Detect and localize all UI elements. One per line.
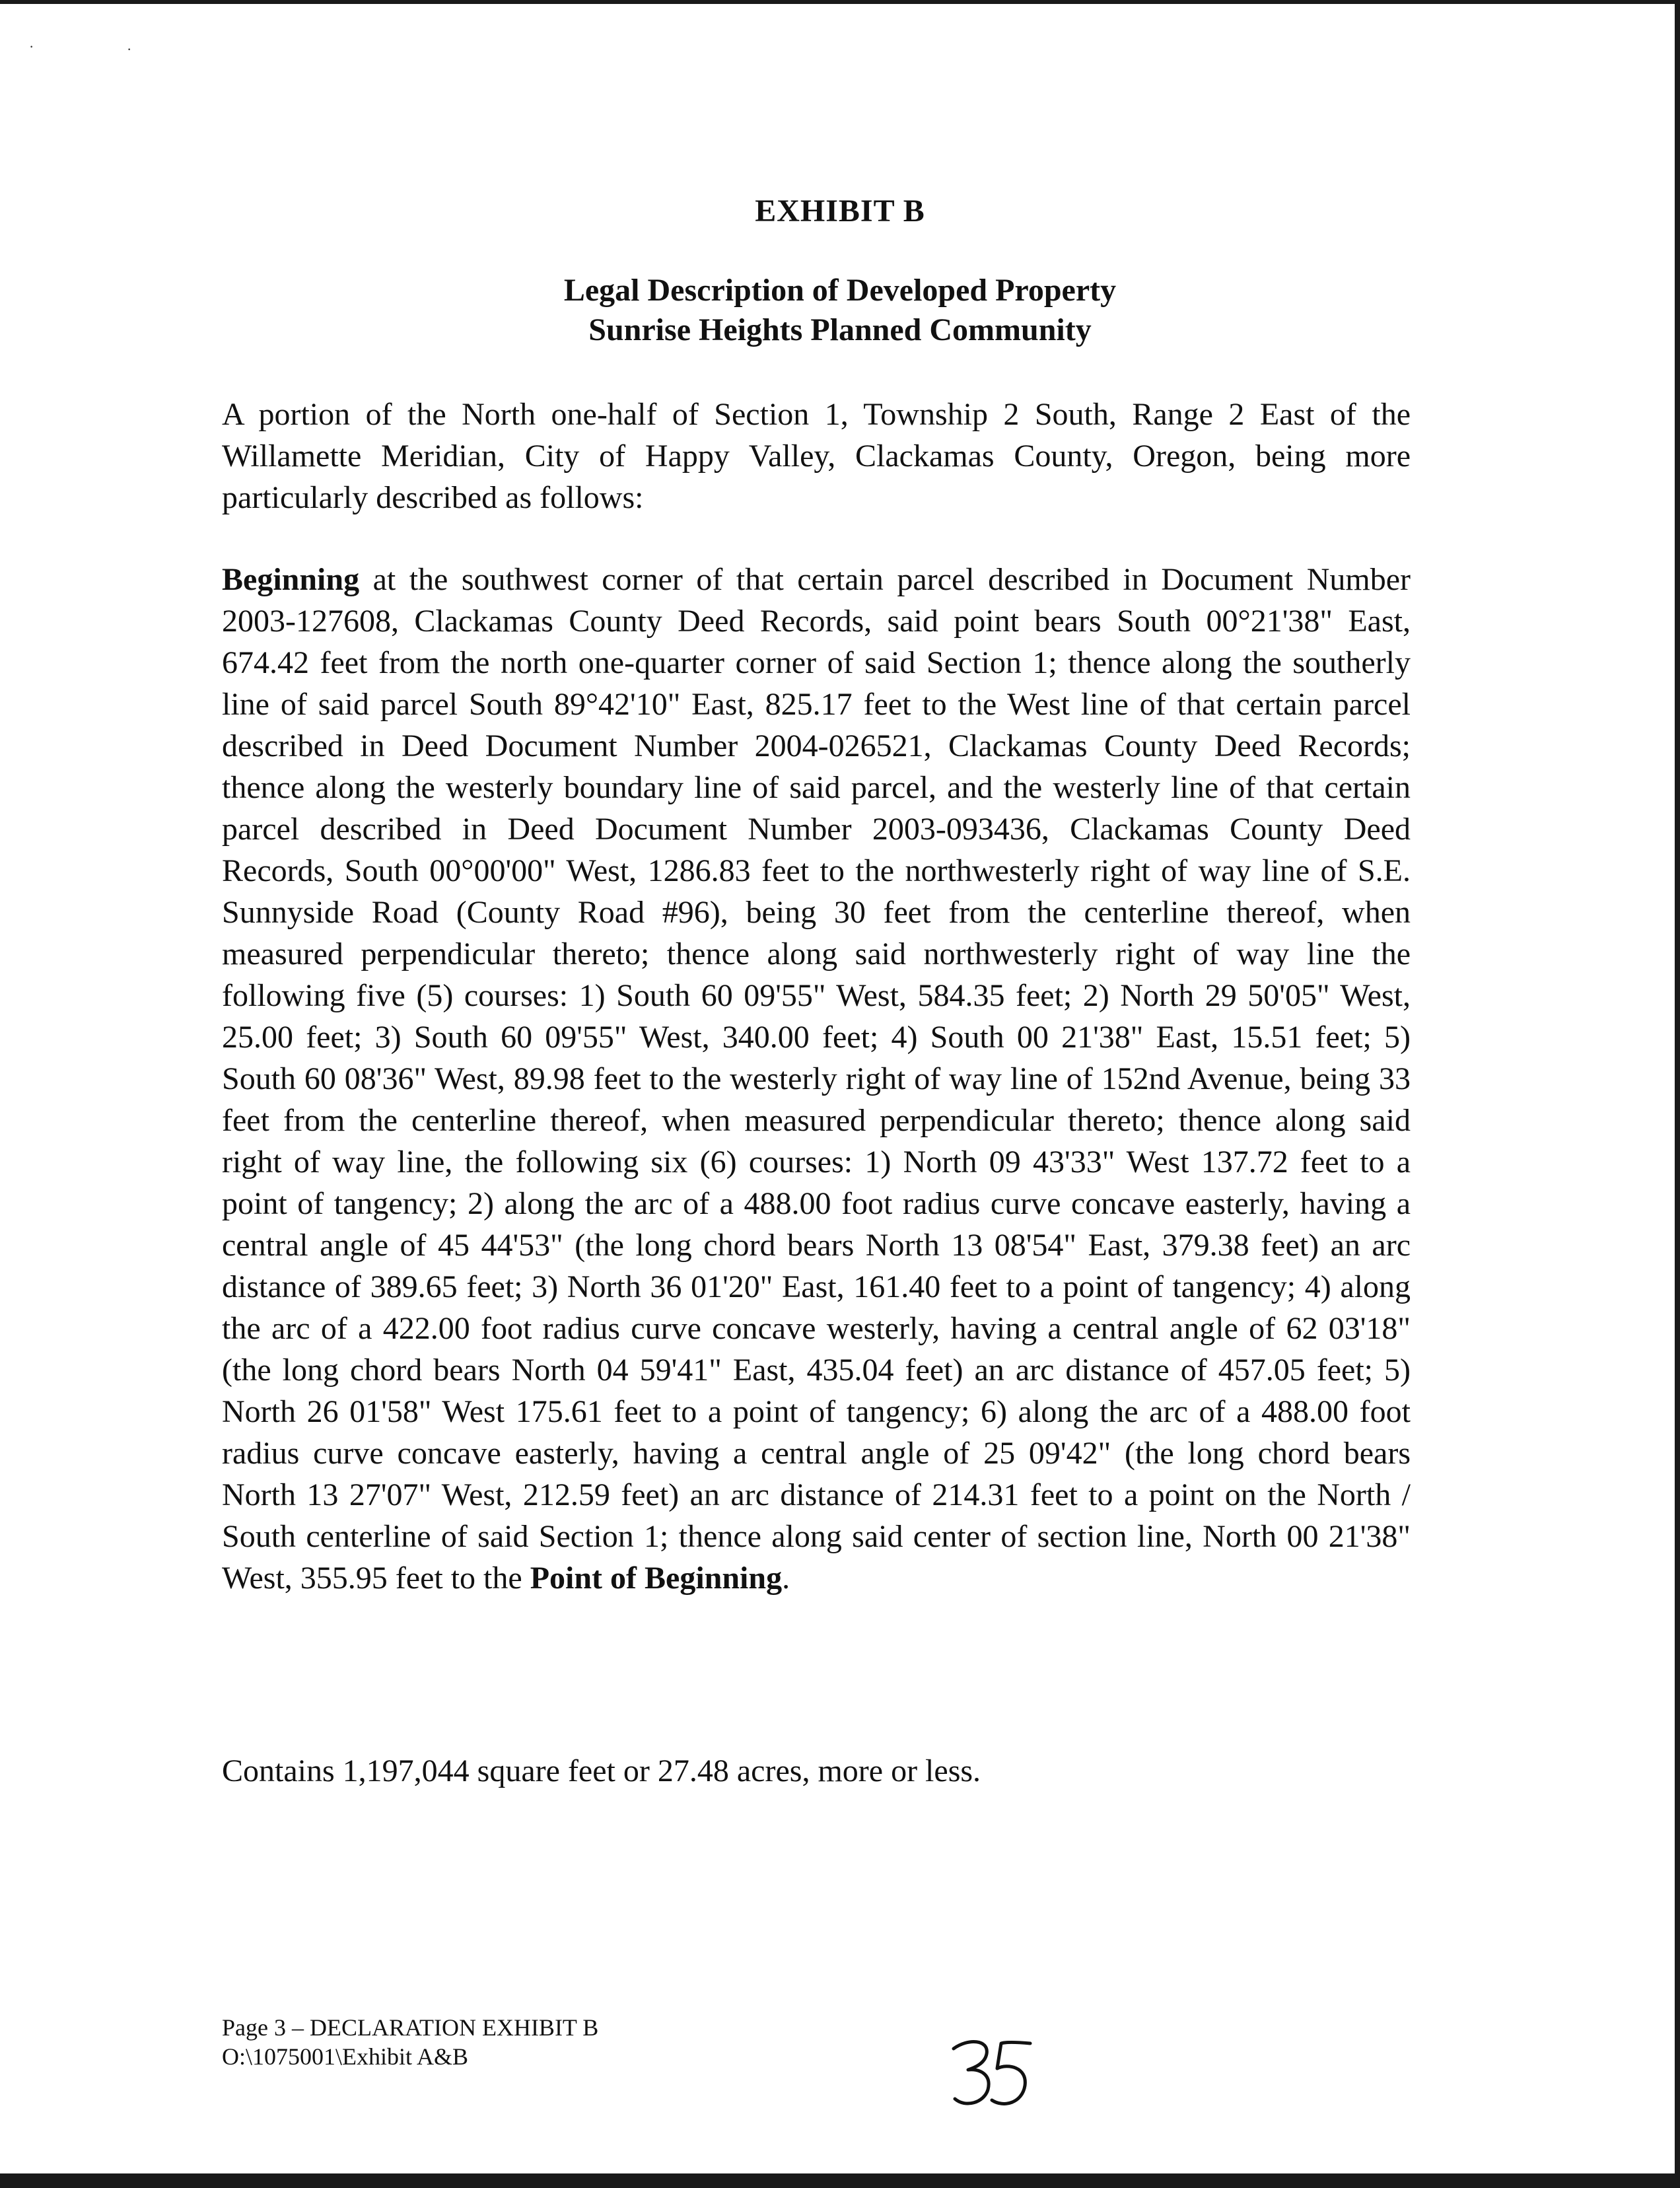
subtitle-legal-description: Legal Description of Developed Property (563, 273, 1117, 308)
subtitle-community-name: Sunrise Heights Planned Community (588, 312, 1092, 347)
beginning-bold-label: Beginning (222, 562, 360, 597)
area-statement: Contains 1,197,044 square feet or 27.48 acres, more or less. (222, 1753, 981, 1788)
scan-border-bottom (0, 2173, 1680, 2188)
footer-file-path: O:\1075001\Exhibit A&B (222, 2043, 469, 2070)
point-of-beginning-bold-label: Point of Beginning (530, 1561, 783, 1596)
page-title: EXHIBIT B (755, 194, 925, 229)
footer-page-label: Page 3 – DECLARATION EXHIBIT B (222, 2014, 599, 2041)
scan-border-top (0, 0, 1680, 4)
legal-description-paragraph (222, 559, 1411, 1599)
handwritten-page-number (948, 2034, 1041, 2113)
scan-speck-mark: · (127, 41, 132, 57)
intro-paragraph: A portion of the North one-half of Section 1, Township 2 South, Range 2 East of the Willamette Meridian, City of Happy Valley, Clackamas County, Oregon, being more particularly described as follows: (222, 397, 1411, 515)
legal-description-body: at the southwest corner of that certain parcel described in Document Number 2003-127608, Clackamas County Deed Records, said point bears South 00°21'38" East, 674.42 feet from the north one-quarter corner of said Section 1; thence along the southerly line of said parcel South 89°42'10" East, 825.17 feet to the West line of that certain parcel described in Deed Document Number 2004-026521, Clackamas County Deed Records; thence along the westerly boundary line of said parcel, and the westerly line of that certain parcel described in Deed Document Number 2003-093436, Clackamas County Deed Records, South 00°00'00" West, 1286.83 feet to the northwesterly right of way line of S.E. Sunnyside Road (County Road #96), being 30 feet from the centerline thereof, when measured perpendicular thereto; thence along said northwesterly right of way line the following five (5) courses: 1) South 60 09'55" West, 584.35 feet; 2) North 29 50'05" West, 25.00 feet; 3) South 60 09'55" West, 340.00 feet; 4) South 00 21'38" East, 15.51 feet; 5) South 60 08'36" West, 89.98 feet to the westerly right of way line of 152nd Avenue, being 33 feet from the centerline thereof, when measured perpendicular thereto; thence along said right of way line, the following six (6) courses: 1) North 09 43'33" West 137.72 feet to a point of tangency; 2) along the arc of a 488.00 foot radius curve concave easterly, having a central angle of 45 44'53" (the long chord bears North 13 08'54" East, 379.38 feet) an arc distance of 389.65 feet; 3) North 36 01'20" East, 161.40 feet to a point of tangency; 4) along the arc of a 422.00 foot radius curve concave westerly, having a central angle of 62 03'18" (the long chord bears North 04 59'41" East, 435.04 feet) an arc distance of 457.05 feet; 5) North 26 01'58" West 175.61 feet to a point of tangency; 6) along the arc of a 488.00 foot radius curve concave easterly, having a central angle of 25 09'42" (the long chord bears North 13 27'07" West, 212.59 feet) an arc distance of 214.31 feet to a point on the North / South centerline of said Section 1; thence along said center of section line, North 00 21'38" West, 355.95 feet to the (222, 562, 1411, 1596)
description-end-punctuation: . (782, 1561, 790, 1596)
scan-speck-mark: · (29, 38, 34, 55)
